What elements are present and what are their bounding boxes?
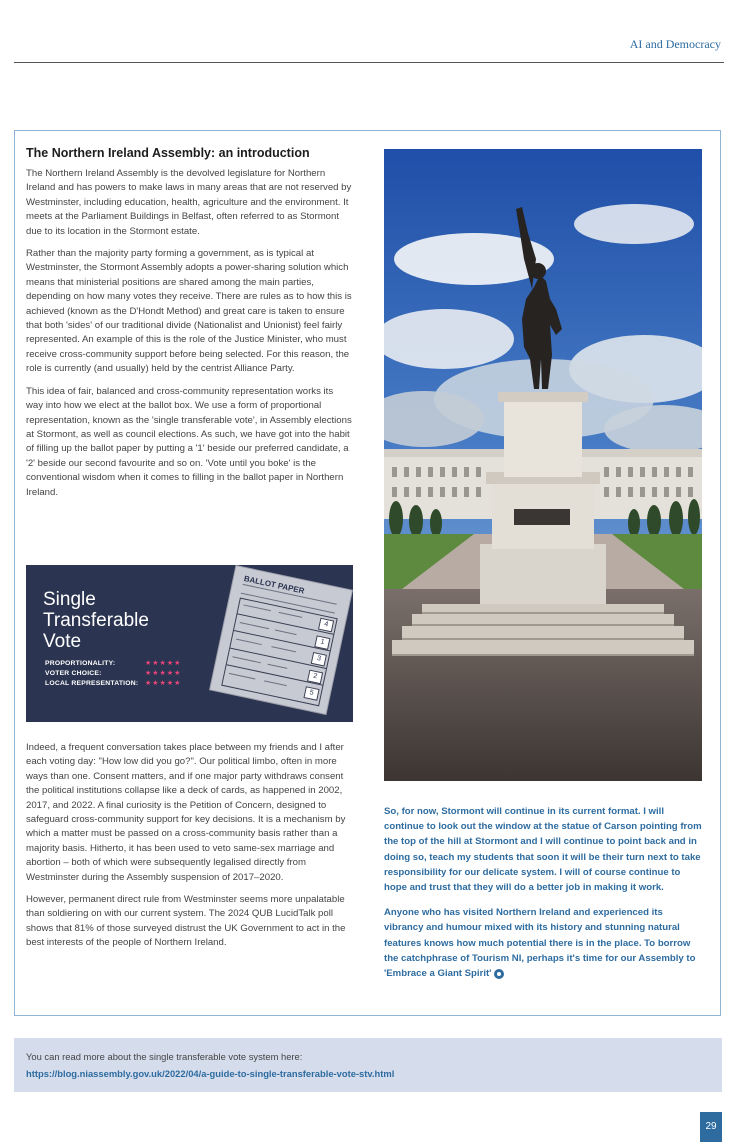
paragraph-giant-spirit [384, 905, 704, 981]
paragraph-stormont-continue: So, for now, Stormont will continue in its current format. I will continue to look out the window at the statue of Carson pointing from the top of the hill at Stormont and I will continue to point back and in doing so, teach my students that soon it will be their turn next to take responsibility for our delicate system. I will of course continue to hope and trust that they will do a better job in making it work. [384, 806, 702, 894]
stv-title [43, 589, 149, 652]
stv-title-line: Single [43, 589, 96, 610]
stv-graphic [26, 565, 353, 722]
rating-stars: ★★★★★ [145, 660, 182, 667]
paragraph-direct-rule: However, permanent direct rule from Westminster seems more unpalatable than soldiering on with our current system. The 2024 QUB LucidTalk poll shows that 81% of those surveyed distrust the UK Government to act in the best interests of the people of Northern Ireland. [26, 894, 346, 949]
rating-label: VOTER CHOICE: [45, 670, 102, 677]
stv-title-line: Vote [43, 631, 82, 652]
end-of-article-icon [494, 969, 504, 979]
ballot-title: BALLOT PAPER [243, 574, 306, 596]
ballot-box: 1 [314, 635, 330, 650]
footer-box [14, 1038, 722, 1092]
giant-spirit-text: Anyone who has visited Northern Ireland and experienced its vibrancy and humour mixed with its history and stunning natural features knows how much potential there is in the place. To borrow the catchphrase of Tourism NI, perhaps it's time for our Assembly to 'Embrace a Giant Spirit' [384, 907, 696, 980]
stv-title-line: Transferable [43, 610, 149, 631]
ballot-box: 4 [318, 618, 334, 633]
left-column-bottom [26, 741, 352, 959]
ballot-paper [210, 566, 352, 714]
rating-stars: ★★★★★ [145, 680, 182, 687]
right-column-text [384, 804, 704, 991]
ballot-box: 3 [311, 652, 327, 667]
ballot-box: 2 [307, 669, 323, 684]
article-heading: The Northern Ireland Assembly: an introduction [26, 146, 310, 160]
paragraph-power-sharing: Rather than the majority party forming a government, as is typical at Westminster, the Stormont Assembly adopts a power-sharing solution which means that ministerial positions are shared among the main parties, depending on how many votes they receive. There are rules as to how this is achieved (known as the D'Hondt Method) and great care is taken to ensure that both 'sides' of our traditional divide (Nationalist and Unionist) feel fairly represented. An example of this is the role of the Justice Minister, who must receive cross-community support before being selected. For this reason, the role is currently (and usually) held by the centrist Alliance Party. [26, 248, 352, 375]
footer-intro: You can read more about the single transferable vote system here: [26, 1051, 303, 1062]
paragraph-limbo: Indeed, a frequent conversation takes place between my friends and I after each voting day: "How low did you go?". Our political limbo, often in more ways than one. Consent matters, and if one major party withdraws consent the political institutions collapse like a deck of cards, as happened in 2002, 2017, and 2022. A final curiosity is the Petition of Concern, designed to safeguard cross-community support for key decisions. It is a mechanism by which a matter must be passed on a cross-community basis rather than a majority basis. Hitherto, it has been used to veto same-sex marriage and abortion – both of which were subsequently legalised directly from Westminster during the Assembly suspension of 2017–2020. [26, 742, 346, 883]
paragraph-intro: The Northern Ireland Assembly is the devolved legislature for Northern Ireland and has powers to make laws in many areas that are not reserved by Westminster, including education, health, agriculture and the environment. It meets at the Parliament Buildings in Belfast, often referred to as Stormont due to its location in the Stormont estate. [26, 168, 352, 237]
rating-label: PROPORTIONALITY: [45, 660, 116, 667]
header-title: AI and Democracy [629, 37, 721, 51]
stv-guide-link[interactable]: https://blog.niassembly.gov.uk/2022/04/a-guide-to-single-transferable-vote-stv.html [26, 1068, 395, 1079]
paragraph-stv: This idea of fair, balanced and cross-community representation works its way into how we elect at the ballot box. We use a form of proportional representation, known as the 'single transferable vote', in Assembly elections at Stormont, as well as council elections. As such, we have got into the habit of filling up the ballot paper by putting a '1' beside our preferred candidate, a '2' beside our second favourite and so on. 'Vote until you boke' is the conventional wisdom when it comes to filling in the ballot paper in Northern Ireland. [26, 385, 352, 498]
rating-label: LOCAL REPRESENTATION: [45, 680, 139, 687]
rating-stars: ★★★★★ [145, 670, 182, 677]
ballot-box: 5 [303, 687, 319, 702]
ballot-grid [221, 598, 338, 707]
header-rule [14, 62, 724, 63]
stormont-carson-statue-photo [384, 149, 702, 781]
page-number: 29 [700, 1112, 722, 1142]
left-column-top [26, 146, 352, 508]
